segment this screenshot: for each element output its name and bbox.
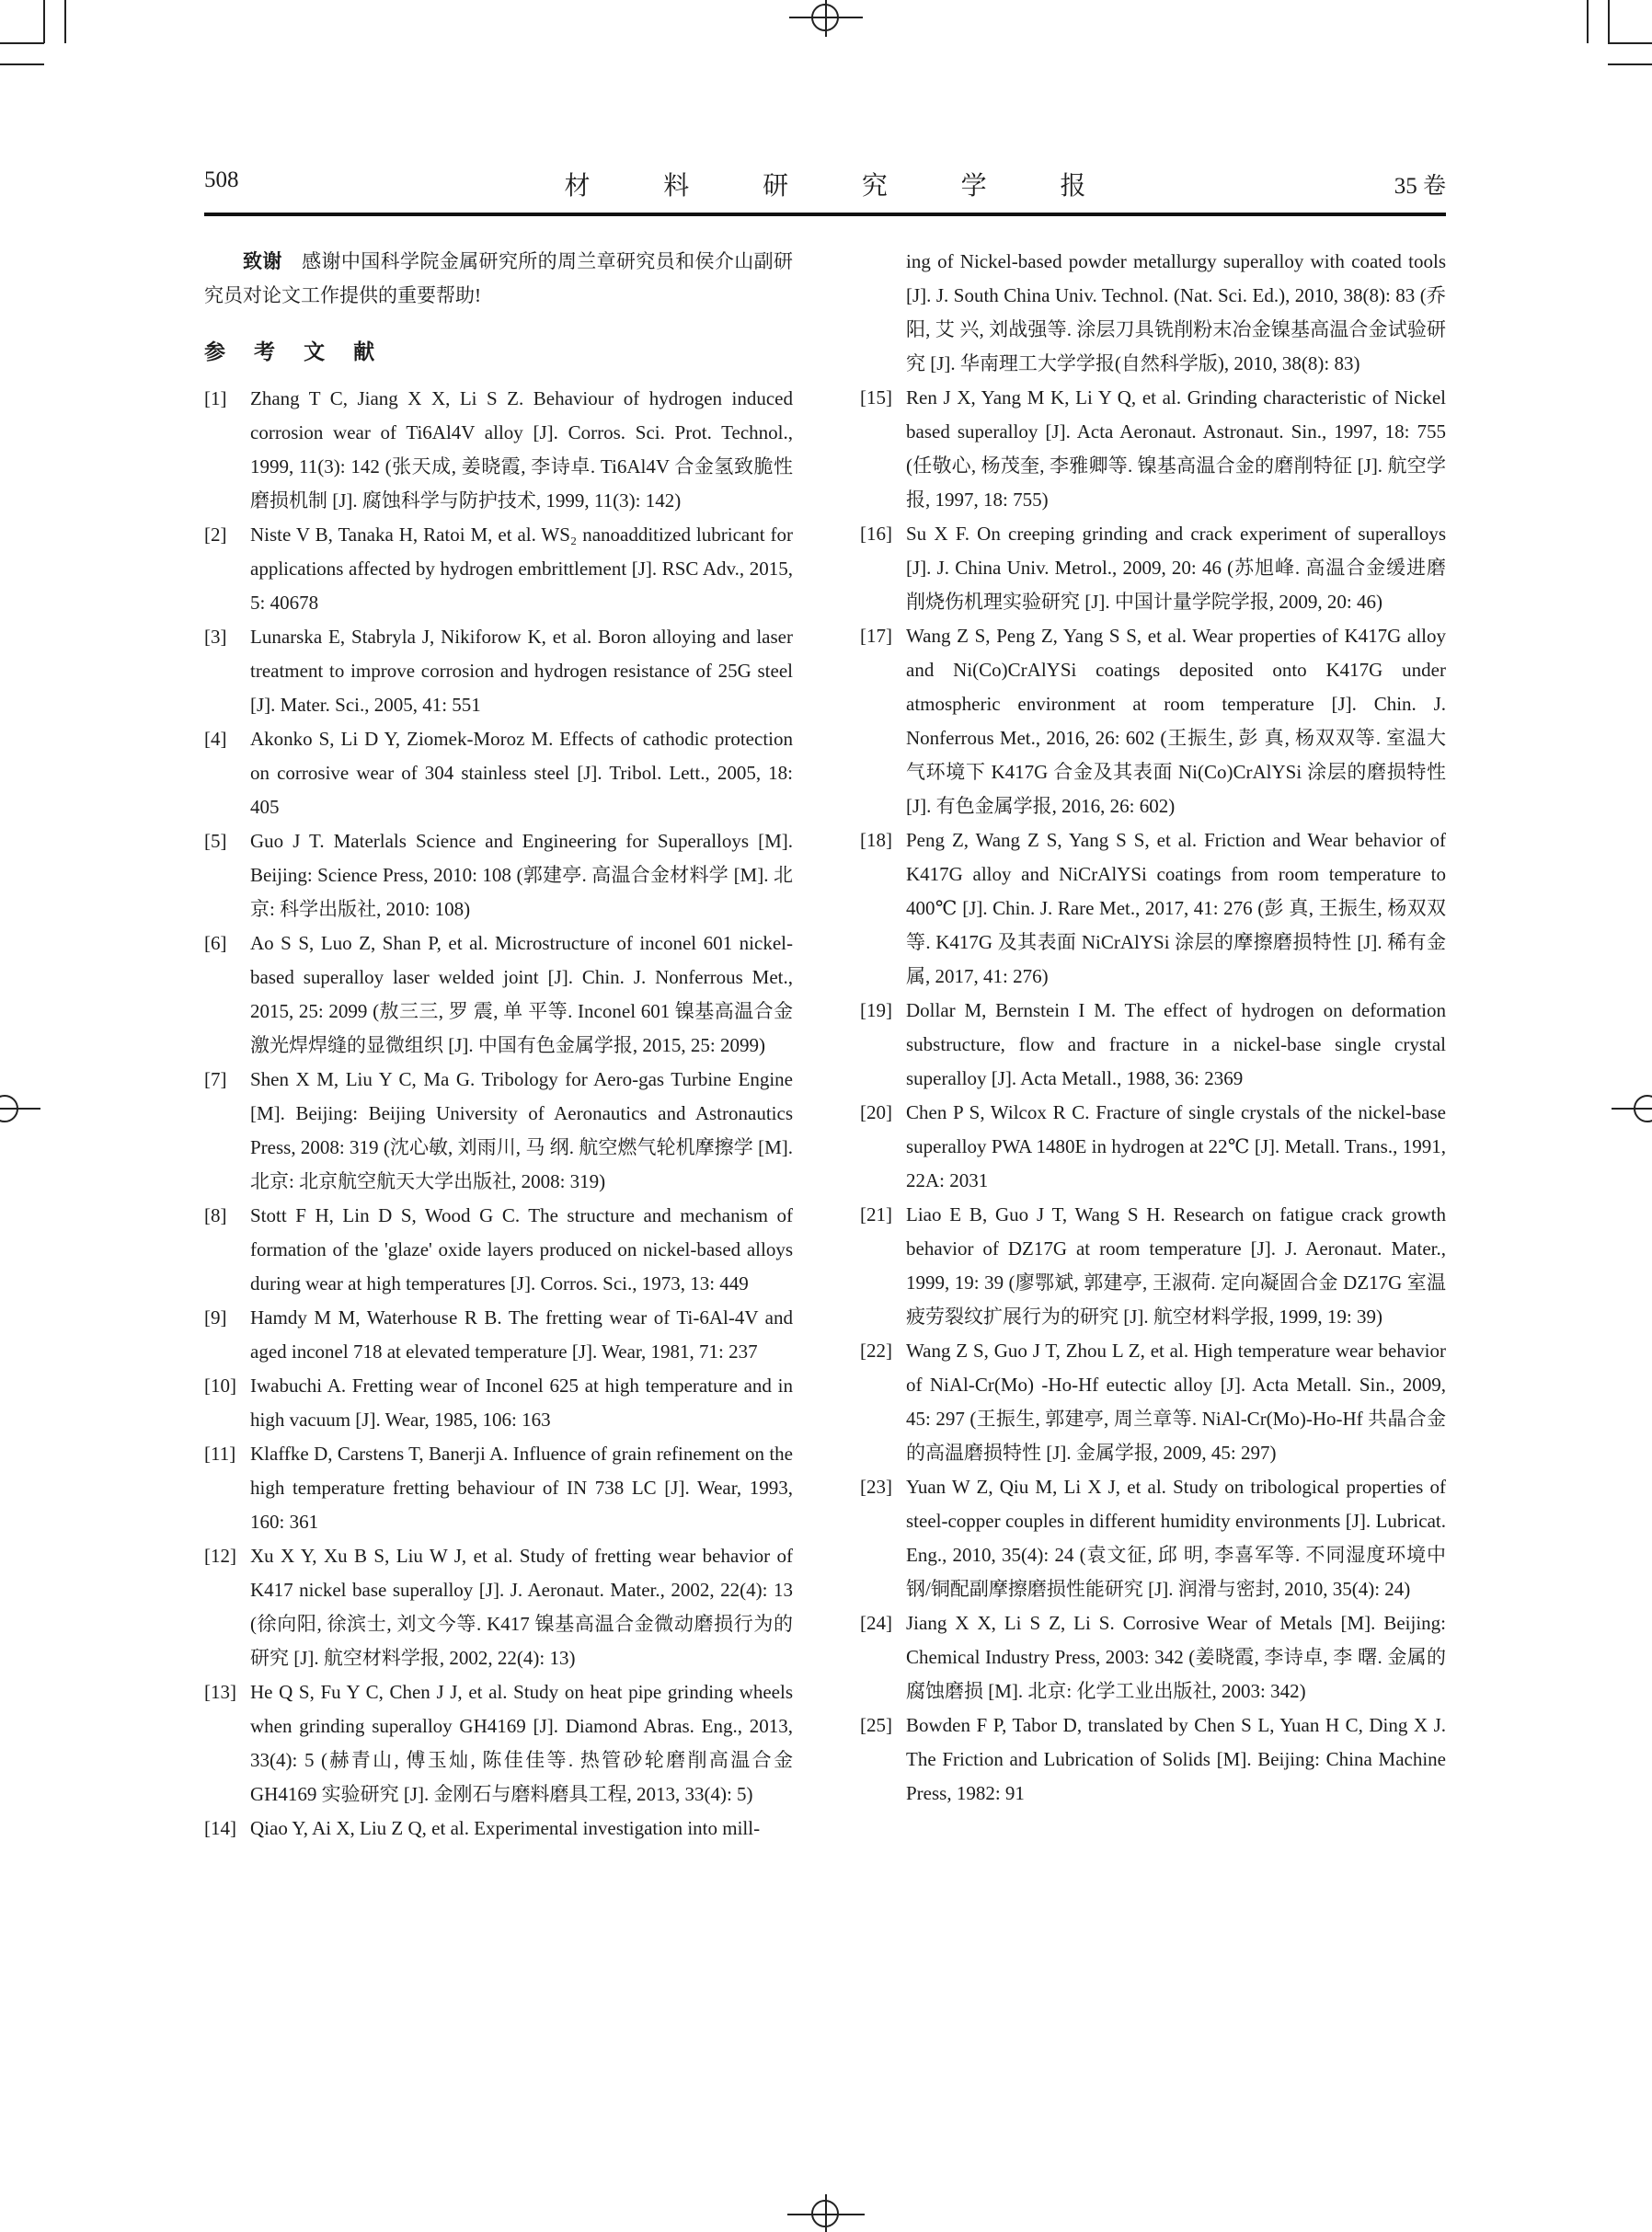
reference-item [204,1369,793,1437]
registration-mark-bottom-center [825,2194,827,2232]
reference-number: [10] [204,1375,236,1397]
reference-number: [14] [204,1817,236,1839]
reference-number: [5] [204,830,227,852]
crop-mark-top-right [1587,0,1589,43]
reference-item [204,1199,793,1301]
reference-number: [21] [860,1203,892,1225]
acknowledgment-label: 致谢 [243,250,282,272]
reference-number: [11] [204,1443,236,1465]
reference-text: Ao S S, Luo Z, Shan P, et al. Microstructure of inconel 601 nickel-based superalloy laser welded joint [J]. Chin. J. Nonferrous Met., 2015, 25: 2099 (敖三三, 罗 震, 单 平等. Inconel 601 镍基高温合金激光焊焊缝的显微组织 [J]. 中国有色金属学报, 2015, 25: 2099) [250,932,793,1056]
reference-text: ing of Nickel-based powder metallurgy superalloy with coated tools [J]. J. South China Univ. Technol. (Nat. Sci. Ed.), 2010, 38(8): 83 (乔 阳, 艾 兴, 刘战强等. 涂层刀具铣削粉末冶金镍基高温合金试验研究 [J]. 华南理工大学学报(自然科学版), 2010, 38(8): 83) [906,250,1446,374]
reference-number: [20] [860,1101,892,1123]
reference-text: Stott F H, Lin D S, Wood G C. The structure and mechanism of formation of the 'glaze' oxide layers produced on nickel-based alloys during wear at high temperatures [J]. Corros. Sci., 1973, 13: 449 [250,1204,793,1294]
reference-text: Klaffke D, Carstens T, Banerji A. Influence of grain refinement on the high temperature fretting behaviour of IN 738 LC [J]. Wear, 1993, 160: 361 [250,1443,793,1533]
references-heading: 参 考 文 献 [204,340,386,363]
reference-item [860,381,1446,517]
crop-mark-top-right [1608,42,1652,44]
reference-text: Xu X Y, Xu B S, Liu W J, et al. Study of fretting wear behavior of K417 nickel base superalloy [J]. J. Aeronaut. Mater., 2002, 22(4): 13 (徐向阳, 徐滨士, 刘文今等. K417 镍基高温合金微动磨损行为的研究 [J]. 航空材料学报, 2002, 22(4): 13) [250,1545,793,1669]
reference-text: Chen P S, Wilcox R C. Fracture of single crystals of the nickel-base superalloy PWA 1480E in hydrogen at 22℃ [J]. Metall. Trans., 1991, 22A: 2031 [906,1101,1446,1191]
reference-item [204,1437,793,1539]
reference-item [860,517,1446,619]
reference-item [204,1539,793,1675]
page-number: 508 [204,167,239,192]
acknowledgment-text: 感谢中国科学院金属研究所的周兰章研究员和侯介山副研究员对论文工作提供的重要帮助! [204,250,794,306]
crop-mark-top-left [64,0,66,43]
registration-mark-right-middle [1612,1108,1652,1110]
reference-item [204,1812,793,1846]
reference-text: Yuan W Z, Qiu M, Li X J, et al. Study on tribological properties of steel-copper couples in different humidity environments [J]. Lubricat. Eng., 2010, 35(4): 24 (袁文征, 邱 明, 李喜军等. 不同湿度环境中钢/铜配副摩擦磨损性能研究 [J]. 润滑与密封, 2010, 35(4): 24) [906,1476,1446,1600]
reference-number: [22] [860,1340,892,1362]
reference-number: [6] [204,932,227,954]
reference-text: Guo J T. Materlals Science and Engineering for Superalloys [M]. Beijing: Science Press, 2010: 108 (郭建亭. 高温合金材料学 [M]. 北京: 科学出版社, 2010: 108) [250,830,793,920]
acknowledgment-paragraph [204,245,793,313]
reference-number: [16] [860,523,892,545]
reference-item [860,994,1446,1096]
reference-item [204,620,793,722]
registration-mark-left-middle [0,1108,40,1110]
reference-number: [13] [204,1681,236,1703]
reference-text: Wang Z S, Guo J T, Zhou L Z, et al. High temperature wear behavior of NiAl-Cr(Mo) -Ho-Hf eutectic alloy [J]. Acta Metall. Sin., 2009, 45: 297 (王振生, 郭建亭, 周兰章等. NiAl-Cr(Mo)-Ho-Hf 共晶合金的高温磨损特性 [J]. 金属学报, 2009, 45: 297) [906,1340,1446,1464]
reference-text: Shen X M, Liu Y C, Ma G. Tribology for Aero-gas Turbine Engine [M]. Beijing: Beijing University of Aeronautics and Astronautics Press, 2008: 319 (沈心敏, 刘雨川, 马 纲. 航空燃气轮机摩擦学 [M]. 北京: 北京航空航天大学出版社, 2008: 319) [250,1068,793,1192]
reference-text: Peng Z, Wang Z S, Yang S S, et al. Friction and Wear behavior of K417G alloy and NiCrAlYSi coatings from room temperature to 400℃ [J]. Chin. J. Rare Met., 2017, 41: 276 (彭 真, 王振生, 杨双双等. K417G 及其表面 NiCrAlYSi 涂层的摩擦磨损特性 [J]. 稀有金属, 2017, 41: 276) [906,829,1446,987]
page-header [204,166,1446,201]
reference-number: [15] [860,386,892,408]
reference-text: Jiang X X, Li S Z, Li S. Corrosive Wear of Metals [M]. Beijing: Chemical Industry Press, 2003: 342 (姜晓霞, 李诗卓, 李 曙. 金属的腐蚀磨损 [M]. 北京: 化学工业出版社, 2003: 342) [906,1612,1446,1702]
reference-item [204,722,793,824]
reference-number: [2] [204,523,227,546]
reference-item [860,1606,1446,1709]
reference-number: [18] [860,829,892,851]
reference-text: Qiao Y, Ai X, Liu Z Q, et al. Experimental investigation into mill- [250,1817,761,1839]
header-rule [204,213,1446,216]
right-column [860,245,1446,1811]
reference-number: [4] [204,728,227,750]
reference-text: Liao E B, Guo J T, Wang S H. Research on fatigue crack growth behavior of DZ17G at room temperature [J]. J. Aeronaut. Mater., 1999, 19: 39 (廖鄂斌, 郭建亭, 王淑荷. 定向凝固合金 DZ17G 室温疲劳裂纹扩展行为的研究 [J]. 航空材料学报, 1999, 19: 39) [906,1203,1446,1328]
crop-mark-top-left [0,63,44,65]
reference-number: [25] [860,1714,892,1736]
reference-text: Wang Z S, Peng Z, Yang S S, et al. Wear properties of K417G alloy and Ni(Co)CrAlYSi coatings deposited onto K417G under atmospheric environment at room temperature [J]. Chin. J. Nonferrous Met., 2016, 26: 602 (王振生, 彭 真, 杨双双等. 室温大气环境下 K417G 合金及其表面 Ni(Co)CrAlYSi 涂层的磨损特性 [J]. 有色金属学报, 2016, 26: 602) [906,625,1446,817]
reference-item [204,382,793,518]
reference-text: Ren J X, Yang M K, Li Y Q, et al. Grinding characteristic of Nickel based superalloy [J]. Acta Aeronaut. Astronaut. Sin., 1997, 18: 755 (任敬心, 杨茂奎, 李雅卿等. 镍基高温合金的磨削特征 [J]. 航空学报, 1997, 18: 755) [906,386,1446,511]
reference-item [860,823,1446,994]
reference-number: [12] [204,1545,236,1567]
reference-item [204,926,793,1063]
reference-number: [19] [860,999,892,1021]
reference-number: [3] [204,626,227,648]
reference-item [204,1675,793,1812]
reference-text: Su X F. On creeping grinding and crack experiment of superalloys [J]. J. China Univ. Metrol., 2009, 20: 46 (苏旭峰. 高温合金缓进磨削烧伤机理实验研究 [J]. 中国计量学院学报, 2009, 20: 46) [906,523,1446,613]
journal-title: 材 料 研 究 学 报 [564,172,1119,201]
reference-item [204,1301,793,1369]
reference-item [860,1334,1446,1470]
reference-text: Akonko S, Li D Y, Ziomek-Moroz M. Effects of cathodic protection on corrosive wear of 304 stainless steel [J]. Tribol. Lett., 2005, 18: 405 [250,728,793,818]
crop-mark-top-left [43,0,45,43]
reference-number: [7] [204,1068,227,1090]
references-list-right [860,245,1446,1811]
left-column [204,245,793,1846]
crop-mark-top-right [1608,63,1652,65]
references-list-left [204,382,793,1846]
reference-text: Niste V B, Tanaka H, Ratoi M, et al. WS₂ nanoadditized lubricant for applications affected by hydrogen embrittlement [J]. RSC Adv., 2015, 5: 40678 [250,523,793,614]
reference-item [204,518,793,620]
reference-text: Lunarska E, Stabryla J, Nikiforow K, et al. Boron alloying and laser treatment to improve corrosion and hydrogen resistance of 25G steel [J]. Mater. Sci., 2005, 41: 551 [250,626,793,716]
volume-label: 35 卷 [1394,174,1446,199]
reference-item [860,619,1446,823]
reference-text: Dollar M, Bernstein I M. The effect of hydrogen on deformation substructure, flow and fracture in a nickel-base single crystal superalloy [J]. Acta Metall., 1988, 36: 2369 [906,999,1446,1089]
reference-item [860,1470,1446,1606]
reference-number: [17] [860,625,892,647]
reference-number: [9] [204,1306,227,1329]
reference-number: [23] [860,1476,892,1498]
reference-item [860,1096,1446,1198]
reference-text: He Q S, Fu Y C, Chen J J, et al. Study on heat pipe grinding wheels when grinding superalloy GH4169 [J]. Diamond Abras. Eng., 2013, 33(4): 5 (赫青山, 傅玉灿, 陈佳佳等. 热管砂轮磨削高温合金 GH4169 实验研究 [J]. 金刚石与磨料磨具工程, 2013, 33(4): 5) [250,1681,793,1805]
registration-mark-top-center [825,0,827,37]
reference-item [860,1198,1446,1334]
reference-item-continuation [860,245,1446,381]
reference-text: Zhang T C, Jiang X X, Li S Z. Behaviour of hydrogen induced corrosion wear of Ti6Al4V alloy [J]. Corros. Sci. Prot. Technol., 1999, 11(3): 142 (张天成, 姜晓霞, 李诗卓. Ti6Al4V 合金氢致脆性磨损机制 [J]. 腐蚀科学与防护技术, 1999, 11(3): 142) [250,387,793,512]
reference-number: [24] [860,1612,892,1634]
reference-text: Hamdy M M, Waterhouse R B. The fretting wear of Ti-6Al-4V and aged inconel 718 at elevated temperature [J]. Wear, 1981, 71: 237 [250,1306,793,1363]
reference-item [860,1709,1446,1811]
reference-item [204,1063,793,1199]
reference-number: [1] [204,387,227,409]
reference-text: Iwabuchi A. Fretting wear of Inconel 625 at high temperature and in high vacuum [J]. Wear, 1985, 106: 163 [250,1375,793,1431]
reference-item [204,824,793,926]
reference-text: Bowden F P, Tabor D, translated by Chen S L, Yuan H C, Ding X J. The Friction and Lubrication of Solids [M]. Beijing: China Machine Press, 1982: 91 [906,1714,1446,1804]
crop-mark-top-left [0,42,44,44]
crop-mark-top-right [1608,0,1610,43]
reference-number: [8] [204,1204,227,1226]
